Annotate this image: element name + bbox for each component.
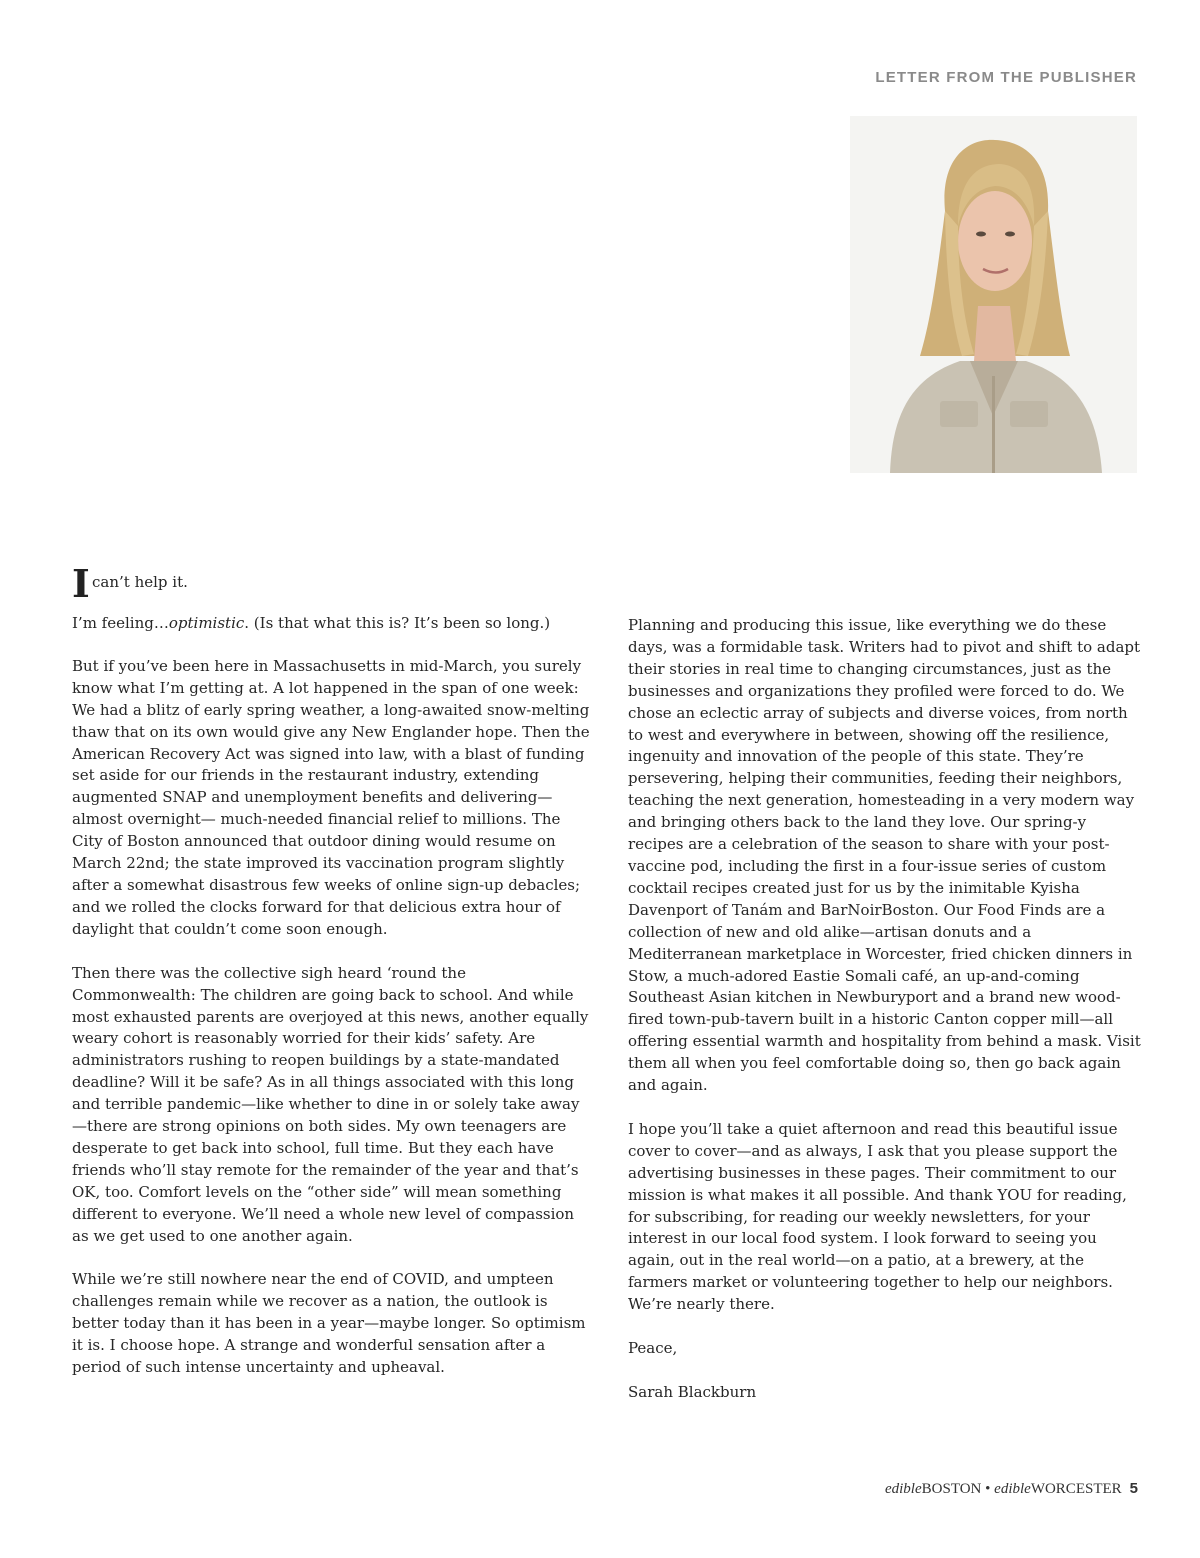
- paragraph-school: Then there was the collective sigh heard ‘round the Commonwealth: The children are going back to school. And while most exhausted parents are overjoyed at this news, another equally weary cohort is reasonably worried for their kids’ safety. Are administrators rushing to reopen buildings by a state-mandated deadline? Will it be safe? As in all things associated with this long and terrible pandemic—like whether to dine in or solely take away—there are strong opinions on both sides. My own teenagers are desperate to get back into school, full time. But they each have friends who’ll stay remote for the remainder of the year and that’s OK, too. Comfort levels on the “other side” will mean something different to everyone. We’ll need a whole new level of compassion as we get used to one another again.: [72, 963, 589, 1245]
- drop-cap: I: [72, 561, 90, 606]
- intro-text: can’t help it.: [92, 573, 188, 591]
- intro-line: [72, 561, 592, 606]
- paragraph-thanks: I hope you’ll take a quiet afternoon and read this beautiful issue cover to cover—and as always, I ask that you please support the advertising businesses in these pages. Their commitment to our mission is what makes it all possible. And thank YOU for reading, for subscribing, for reading our weekly newsletters, for your interest in our local food system. I look forward to seeing you again, out in the real world—on a patio, at a brewery, at the farmers market or volunteering together to help our neighbors. We’re nearly there.: [628, 1119, 1127, 1314]
- paragraph-massachusetts: But if you’ve been here in Massachusetts in mid-March, you surely know what I’m getting at. A lot happened in the span of one week: We had a blitz of early spring weather, a long-awaited snow-melting thaw that on its own would give any New Englander hope. Then the American Recovery Act was signed into law, with a blast of funding set aside for our friends in the restaurant industry, extending augmented SNAP and unemployment benefits and delivering— almost overnight— much-needed financial relief to millions. The City of Boston announced that outdoor dining would resume on March 22nd; the state improved its vaccination program slightly after a somewhat disastrous few weeks of online sign-up debacles; and we rolled the clocks forward for that delicious extra hour of daylight that couldn’t come soon enough.: [72, 656, 590, 938]
- page-footer: edibleBOSTON • edibleWORCESTER 5: [884, 1480, 1138, 1497]
- paragraph-optimistic: I’m feeling…optimistic. (Is that what this is? It’s been so long.): [72, 614, 551, 632]
- page-number: 5: [1129, 1480, 1138, 1497]
- publisher-portrait: [850, 116, 1137, 473]
- paragraph-covid: While we’re still nowhere near the end of COVID, and umpteen challenges remain while we recover as a nation, the outlook is better today than it has been in a year—maybe longer. So optimism it is. I choose hope. A strange and wonderful sensation after a period of such intense uncertainty and upheaval.: [72, 1270, 586, 1377]
- signature: Sarah Blackburn: [628, 1383, 757, 1401]
- closing: Peace,: [628, 1339, 678, 1358]
- section-label: LETTER FROM THE PUBLISHER: [875, 69, 1137, 86]
- paragraph-issue: Planning and producing this issue, like everything we do these days, was a formidable task. Writers had to pivot and shift to adapt their stories in real time to changing circumstances, just as the businesses and organizations they profiled were forced to do. We chose an eclectic array of subjects and diverse voices, from north to west and everywhere in between, showing off the resilience, ingenuity and innovation of the people of this state. They’re persevering, helping their communities, feeding their neighbors, teaching the next generation, homesteading in a very modern way and bringing others back to the land they love. Our spring-y recipes are a celebration of the season to share with your post-vaccine pod, including the first in a four-issue series of custom cocktail recipes created just for us by the inimitable Kyisha Davenport of Tanám and BarNoirBoston. Our Food Finds are a collection of new and old alike—artisan donuts and a Mediterranean marketplace in Worcester, fried chicken dinners in Stow, a much-adored Eastie Somali café, an up-and-coming Southeast Asian kitchen in Newburyport and a brand new wood-fired town-pub-tavern built in a historic Canton copper mill—all offering essential warmth and hospitality from behind a mask. Visit them all when you feel comfortable doing so, then go back again and again.: [628, 616, 1141, 1095]
- right-column: [628, 615, 1143, 1426]
- left-column: [72, 561, 592, 1401]
